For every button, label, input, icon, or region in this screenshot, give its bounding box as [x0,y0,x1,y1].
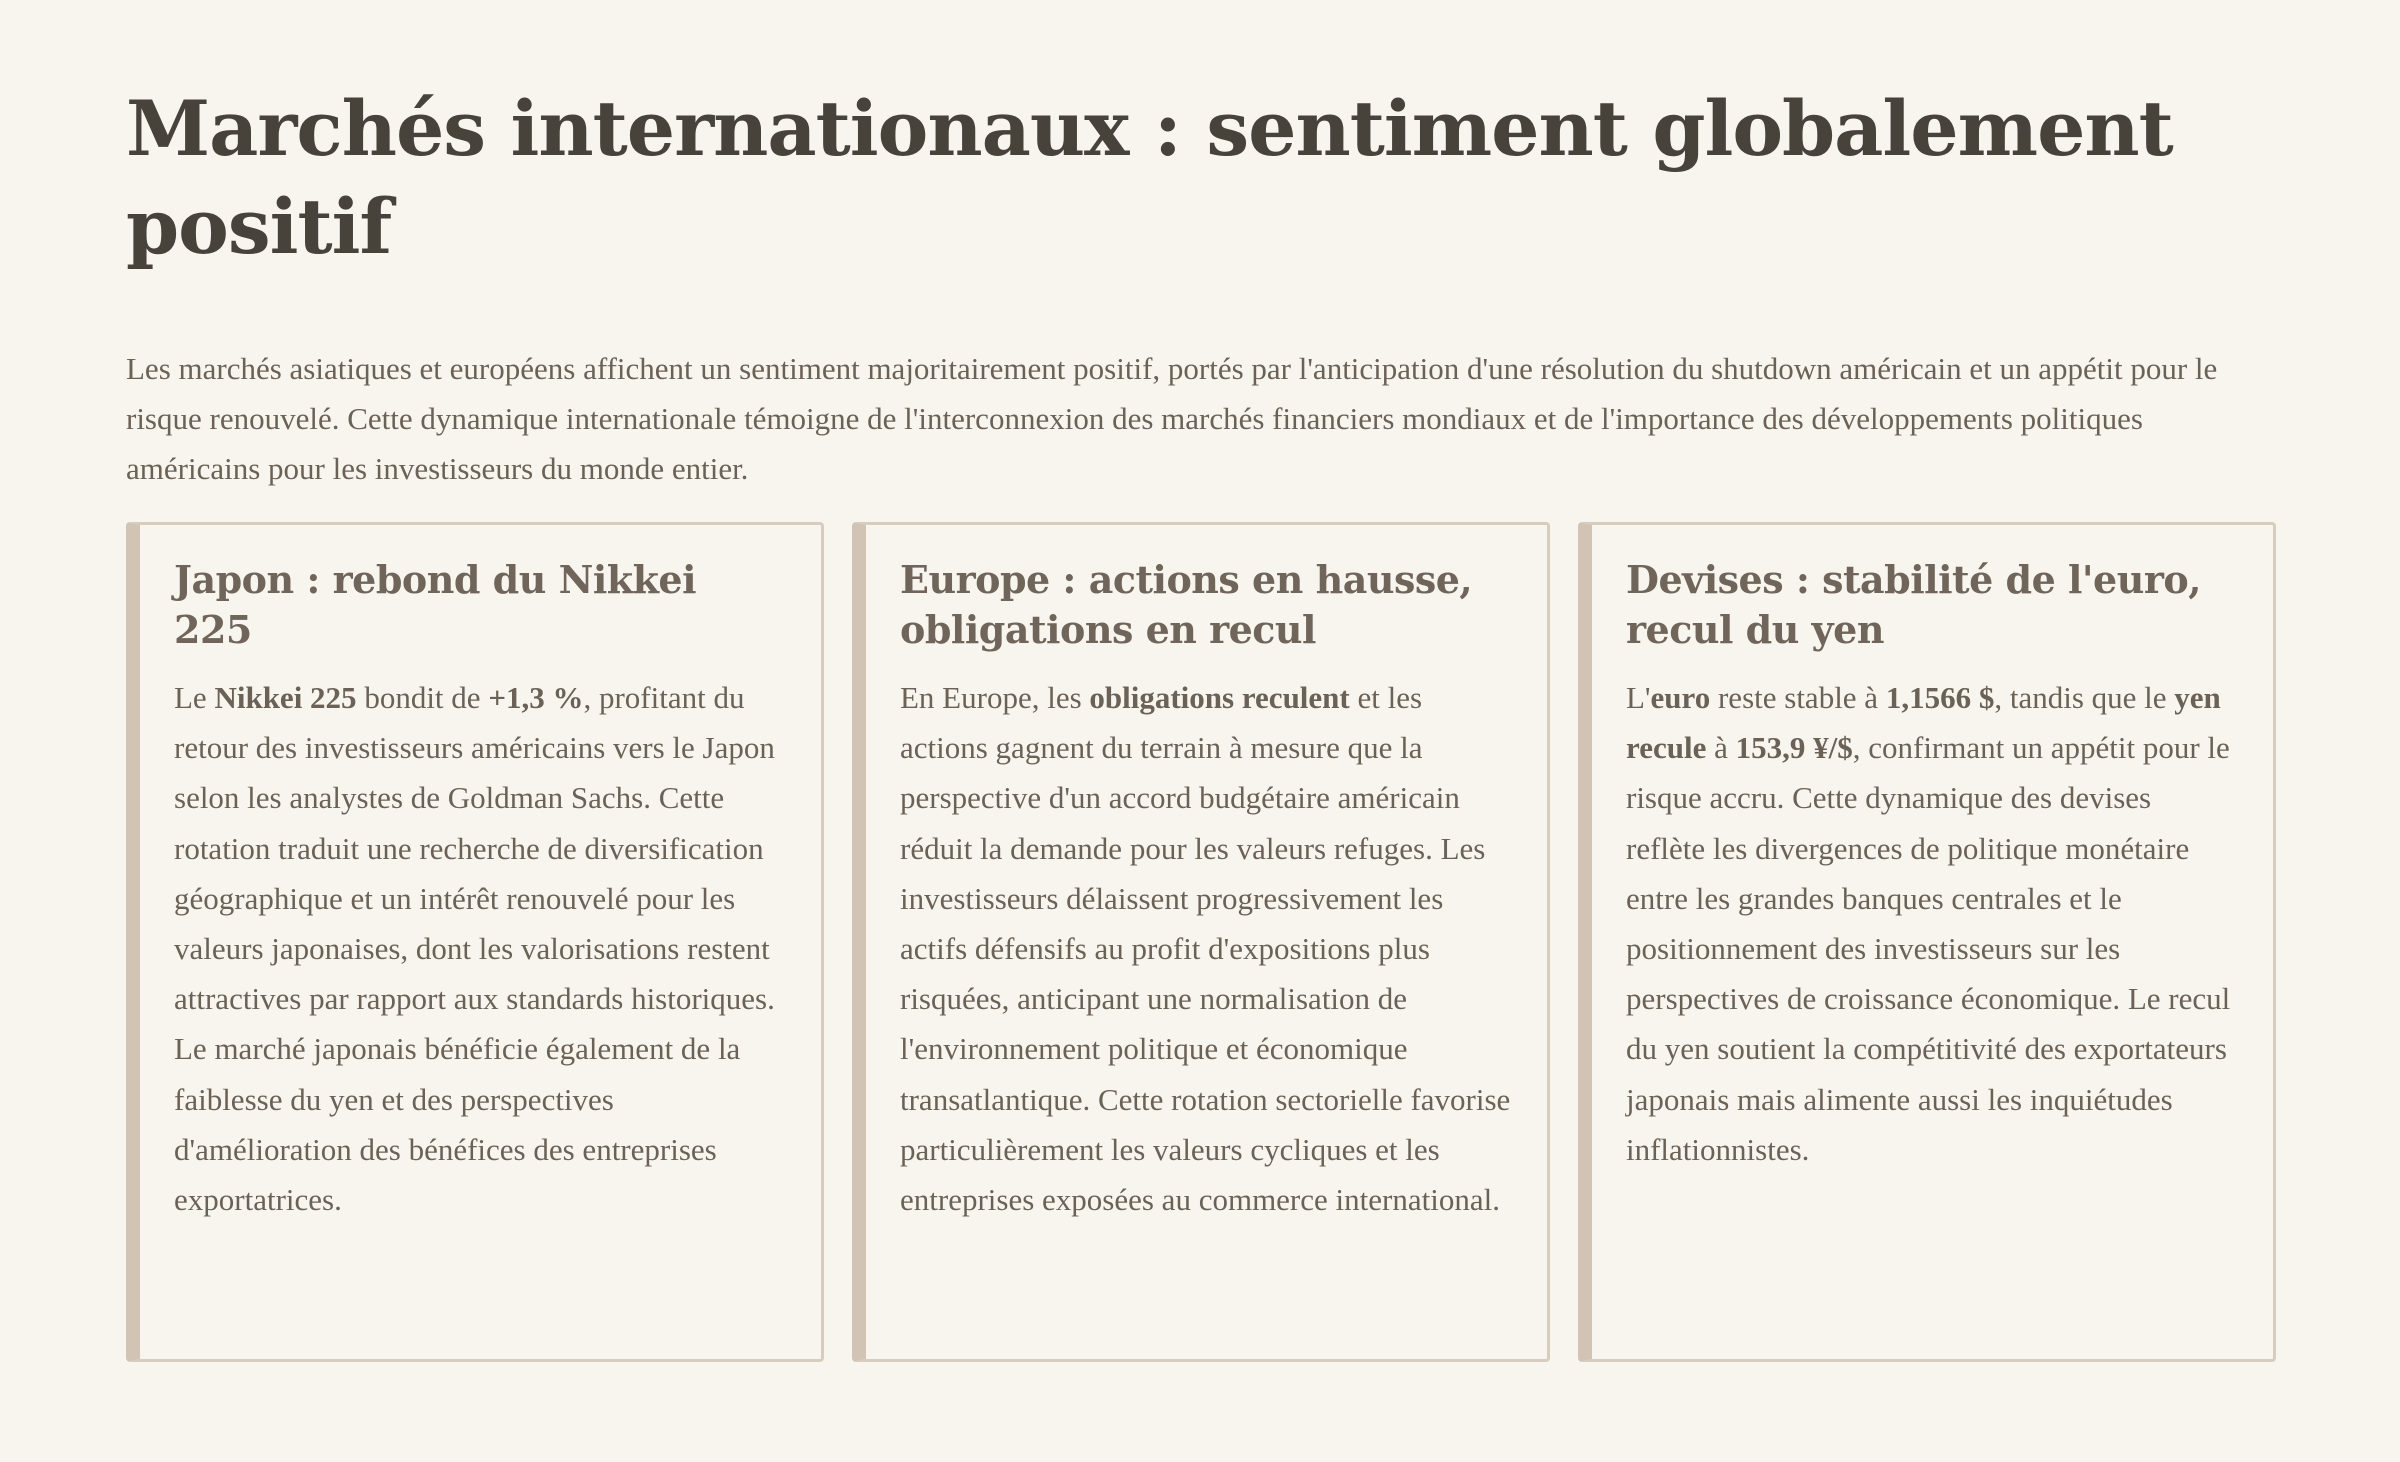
card-body [1626,673,2237,1175]
card-body [174,673,785,1225]
card-title: Europe : actions en hausse, obligations en recul [900,557,1473,652]
text-run: , confirmant un appétit pour le risque accru. Cette dynamique des devises reflète les divergences de politique monétaire entre les grandes banques centrales et le positionnement des investisseurs sur les perspectives de croissance économique. Le recul du yen soutient la compétitivité des exportateurs japonais mais alimente aussi les inquiétudes inflationnistes. [1626,730,2231,1167]
page-title: Marchés internationaux : sentiment globalement positif [126,84,2173,271]
text-run: Le [174,680,215,715]
card-body [900,673,1511,1225]
card-europe [852,522,1550,1362]
card-grid [126,522,2276,1362]
highlight: +1,3 % [488,680,584,715]
text-run: bondit de [356,680,489,715]
highlight: obligations reculent [1089,680,1350,715]
highlight: euro [1650,680,1711,715]
text-run: En Europe, les [900,680,1090,715]
text-run: à [1706,730,1736,766]
highlight: 1,1566 $ [1885,680,1995,715]
highlight: Nikkei 225 [214,680,357,715]
card-currencies [1578,522,2276,1362]
highlight: 153,9 ¥/$ [1735,730,1853,766]
intro-paragraph: Les marchés asiatiques et européens affichent un sentiment majoritairement positif, portés par l'anticipation d'une résolution du shutdown américain et un appétit pour le risque renouvelé. Cette dynamique internationale témoigne de l'interconnexion des marchés financiers mondiaux et de l'importance des développements politiques américains pour les investisseurs du monde entier. [126,351,2218,486]
text-run: et les actions gagnent du terrain à mesure que la perspective d'un accord budgétaire américain réduit la demande pour les valeurs refuges. Les investisseurs délaissent progressivement les actifs défensifs au profit d'expositions plus risquées, anticipant une normalisation de l'environnement politique et économique transatlantique. Cette rotation sectorielle favorise particulièrement les valeurs cycliques et les entreprises exposées au commerce international. [900,680,1511,1218]
card-title: Devises : stabilité de l'euro, recul du yen [1626,557,2201,652]
card-title: Japon : rebond du Nikkei 225 [174,557,697,652]
text-run: , profitant du retour des investisseurs américains vers le Japon selon les analystes de Goldman Sachs. Cette rotation traduit une recherche de diversification géographique et un intérêt renouvelé pour les valeurs japonaises, dont les valorisations restent attractives par rapport aux standards historiques. Le marché japonais bénéficie également de la faiblesse du yen et des perspectives d'amélioration des bénéfices des entreprises exportatrices. [174,680,775,1218]
text-run: , tandis que le [1994,680,2175,715]
highlight: yen recule [1626,680,2221,766]
text-run: reste stable à [1710,680,1886,715]
card-japan [126,522,824,1362]
text-run: L' [1626,680,1651,715]
